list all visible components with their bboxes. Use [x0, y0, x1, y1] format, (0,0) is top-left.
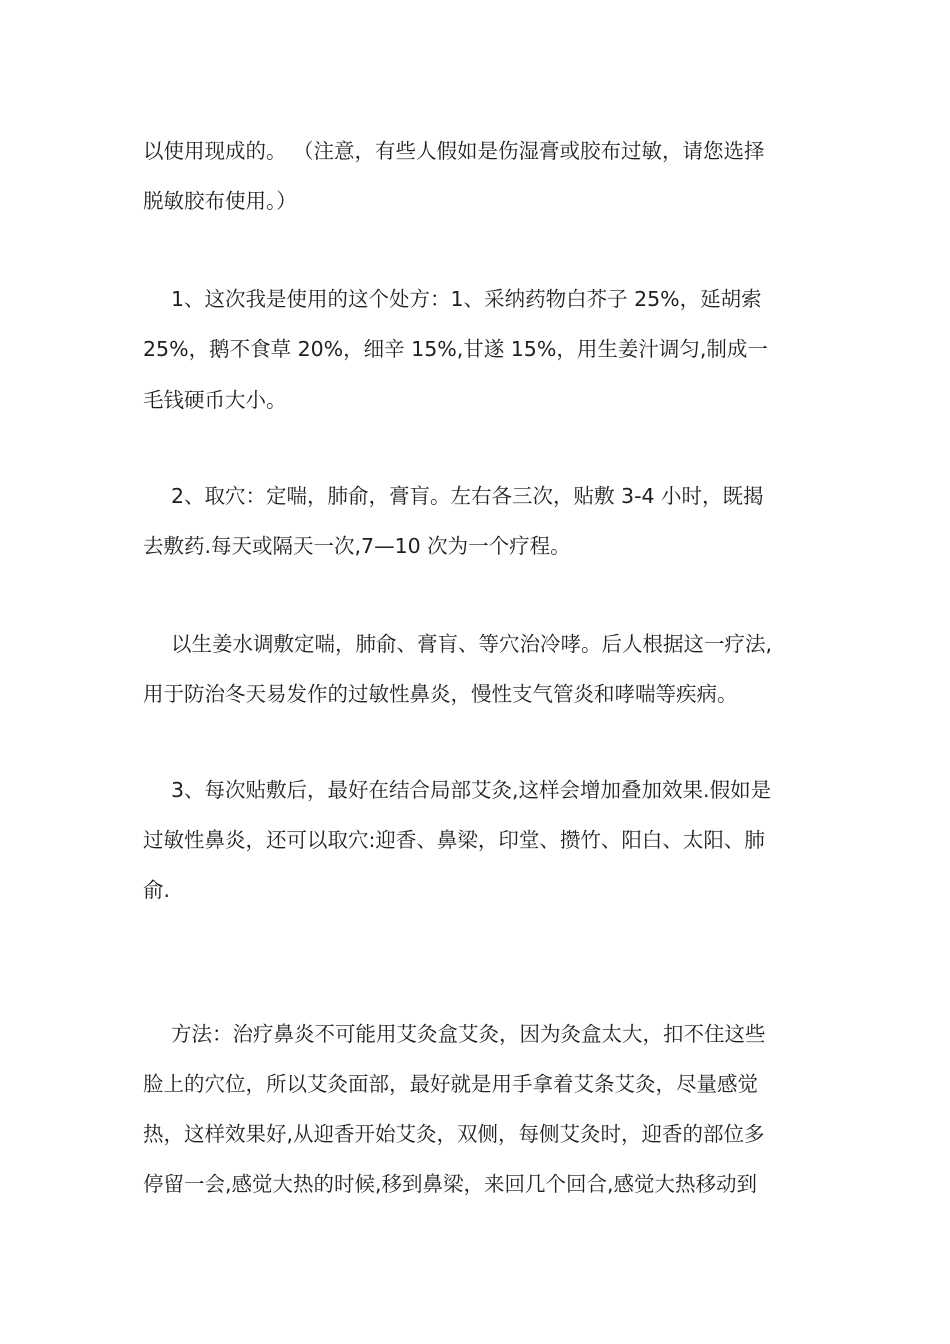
- text-line: 过敏性鼻炎，还可以取穴:迎香、鼻梁，印堂、攒竹、阳白、太阳、肺: [143, 828, 765, 852]
- text-line: 2、取穴：定喘，肺俞，膏肓。左右各三次，贴敷 3-4 小时，既揭: [171, 484, 764, 508]
- text-line: 方法：治疗鼻炎不可能用艾灸盒艾灸，因为灸盒太大，扣不住这些: [171, 1022, 766, 1046]
- text-line: 用于防治冬天易发作的过敏性鼻炎，慢性支气管炎和哮喘等疾病。: [143, 682, 738, 706]
- text-line: 俞.: [143, 878, 171, 902]
- text-line: 以使用现成的。 （注意，有些人假如是伤湿膏或胶布过敏，请您选择: [143, 139, 765, 163]
- text-line: 脸上的穴位，所以艾灸面部，最好就是用手拿着艾条艾灸，尽量感觉: [143, 1072, 758, 1096]
- text-line: 脱敏胶布使用。）: [143, 189, 297, 213]
- text-line: 以生姜水调敷定喘，肺俞、膏肓、等穴治冷哮。后人根据这一疗法,: [171, 632, 773, 656]
- text-line: 去敷药.每天或隔天一次,7—10 次为一个疗程。: [143, 534, 571, 558]
- text-line: 热，这样效果好,从迎香开始艾灸，双侧，每侧艾灸时，迎香的部位多: [143, 1122, 765, 1146]
- text-line: 1、这次我是使用的这个处方：1、采纳药物白芥子 25%，延胡索: [171, 287, 762, 311]
- text-line: 3、每次贴敷后，最好在结合局部艾灸,这样会增加叠加效果.假如是: [171, 778, 772, 802]
- text-line: 毛钱硬币大小。: [143, 388, 287, 412]
- text-line: 停留一会,感觉大热的时候,移到鼻梁，来回几个回合,感觉大热移动到: [143, 1172, 758, 1196]
- text-line: 25%，鹅不食草 20%，细辛 15%,甘遂 15%，用生姜汁调匀,制成一: [143, 337, 768, 361]
